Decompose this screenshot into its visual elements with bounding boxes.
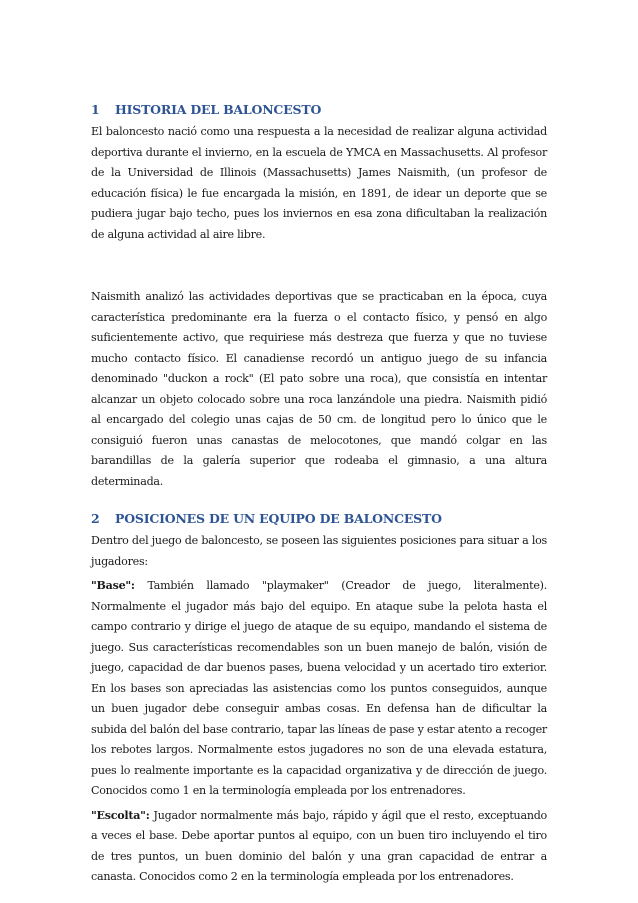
- section-title: POSICIONES DE UN EQUIPO DE BALONCESTO: [115, 511, 442, 526]
- paragraph-base: [91, 576, 547, 802]
- paragraph-intro-posiciones: Dentro del juego de baloncesto, se poseen las siguientes posiciones para situar a los jugadores:: [91, 534, 547, 568]
- section-number: 1: [91, 102, 100, 117]
- position-text-escolta: Jugador normalmente más bajo, rápido y ágil que el resto, exceptuando a veces el base. Debe aportar puntos al equipo, con un buen tiro incluyendo el tiro de tres puntos, un buen dominio del balón y una gran capacidad de entrar a canasta. Conocidos como 2 en la terminología empleada por los entrenadores.: [91, 808, 547, 883]
- document-page: [91, 102, 547, 888]
- paragraph-naismith: Naismith analizó las actividades deportivas que se practicaban en la época, cuya característica predominante era la fuerza o el contacto físico, y pensó en algo suficientemente activo, que requiriese más destreza que fuerza y que no tuviese mucho contacto físico. El canadiense recordó un antiguo juego de su infancia denominado "duckon a rock" (El pato sobre una roca), que consistía en intentar alcanzar un objeto colocado sobre una roca lanzándole una piedra. Naismith pidió al encargado del colegio unas cajas de 50 cm. de longitud pero lo único que le consiguió fueron unas canastas de melocotones, que mandó colgar en las barandillas de la galería superior que rodeaba el gimnasio, a una altura determinada.: [91, 290, 547, 488]
- section-title: HISTORIA DEL BALONCESTO: [115, 102, 322, 117]
- section-number: 2: [91, 511, 100, 526]
- position-text-base: También llamado "playmaker" (Creador de juego, literalmente). Normalmente el jugador más bajo del equipo. En ataque sube la pelota hasta el campo contrario y dirige el juego de ataque de su equipo, mandando el sistema de juego. Sus características recomendables son un buen manejo de balón, visión de juego, capacidad de dar buenos pases, buena velocidad y un acertado tiro exterior. En los bases son apreciadas las asistencias como los puntos conseguidos, aunque un buen jugador debe conseguir ambas cosas. En defensa han de dificultar la subida del balón del base contrario, tapar las líneas de pase y estar atento a recoger los rebotes largos. Normalmente estos jugadores no son de una elevada estatura, pues lo realmente importante es la capacidad organizativa y de dirección de juego. Conocidos como 1 en la terminología empleada por los entrenadores.: [91, 579, 547, 797]
- paragraph-origen: El baloncesto nació como una respuesta a la necesidad de realizar alguna actividad deportiva durante el invierno, en la escuela de YMCA en Massachusetts. Al profesor de la Universidad de Illinois (Massachusetts) James Naismith, (un profesor de educación física) le fue encargada la misión, en 1891, de idear un deporte que se pudiera jugar bajo techo, pues los inviernos en esa zona dificultaban la realización de alguna actividad al aire libre.: [91, 125, 547, 241]
- section-heading-historia: [91, 102, 547, 118]
- position-term-escolta: "Escolta":: [91, 808, 150, 822]
- position-term-base: "Base":: [91, 579, 135, 592]
- section-heading-posiciones: [91, 511, 547, 527]
- paragraph-escolta: [91, 806, 547, 888]
